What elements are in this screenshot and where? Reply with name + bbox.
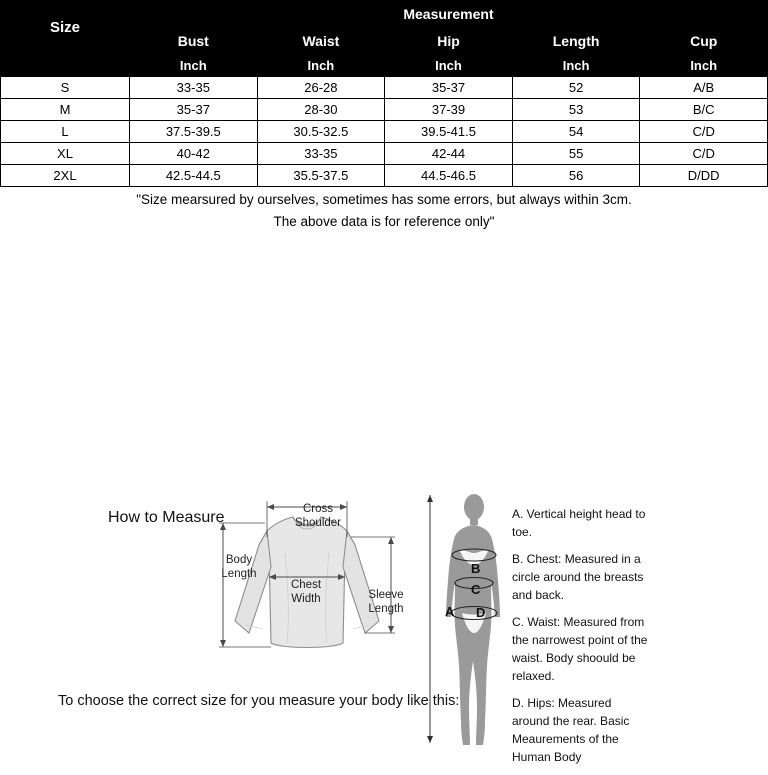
row-hip: 35-37 <box>385 77 513 99</box>
unit-bust: Inch <box>130 55 258 77</box>
row-length: 52 <box>512 77 640 99</box>
row-hip: 44.5-46.5 <box>385 165 513 187</box>
label-sleeve-length: Sleeve Length <box>368 589 404 615</box>
legend-item-a: A. Vertical height head to toe. <box>512 507 646 540</box>
row-size: XL <box>1 143 130 165</box>
row-waist: 30.5-32.5 <box>257 121 385 143</box>
body-figure-icon <box>424 489 524 749</box>
row-waist: 28-30 <box>257 99 385 121</box>
row-hip: 37-39 <box>385 99 513 121</box>
header-size: Size <box>1 1 130 55</box>
row-waist: 26-28 <box>257 77 385 99</box>
table-note-line-1: "Size mearsured by ourselves, sometimes has some errors, but always within 3cm. <box>136 192 632 207</box>
legend-item-b: B. Chest: Measured in a circle around the breasts and back. <box>512 552 644 603</box>
unit-cup: Inch <box>640 55 768 77</box>
legend-item-d: D. Hips: Measured around the rear. Basic Meaurements of the Human Body <box>512 696 630 765</box>
label-letter-d: D <box>476 605 486 621</box>
row-length: 55 <box>512 143 640 165</box>
table-row <box>1 165 768 187</box>
legend-item-c: C. Waist: Measured from the narrowest point of the waist. Body shoould be relaxed. <box>512 615 648 684</box>
row-bust: 33-35 <box>130 77 258 99</box>
row-length: 56 <box>512 165 640 187</box>
row-cup: A/B <box>640 77 768 99</box>
unit-hip: Inch <box>385 55 513 77</box>
table-row <box>1 121 768 143</box>
how-to-measure-panel <box>0 231 768 765</box>
header-measurement: Measurement <box>130 1 768 28</box>
label-cross-shoulder: Cross Shoulder <box>294 503 342 529</box>
row-waist: 33-35 <box>257 143 385 165</box>
row-length: 54 <box>512 121 640 143</box>
header-cup: Cup <box>640 28 768 55</box>
label-chest-width: Chest Width <box>290 579 322 605</box>
header-bust: Bust <box>130 28 258 55</box>
row-bust: 40-42 <box>130 143 258 165</box>
table-header-row-1 <box>1 1 768 28</box>
header-waist: Waist <box>257 28 385 55</box>
row-length: 53 <box>512 99 640 121</box>
table-row <box>1 77 768 99</box>
unit-waist: Inch <box>257 55 385 77</box>
row-bust: 35-37 <box>130 99 258 121</box>
row-size: L <box>1 121 130 143</box>
label-letter-c: C <box>471 582 481 598</box>
row-size: 2XL <box>1 165 130 187</box>
unit-length: Inch <box>512 55 640 77</box>
choose-size-instruction: To choose the correct size for you measure your body like this: <box>58 693 460 710</box>
label-letter-b: B <box>471 561 481 577</box>
row-bust: 37.5-39.5 <box>130 121 258 143</box>
row-size: S <box>1 77 130 99</box>
row-size: M <box>1 99 130 121</box>
row-waist: 35.5-37.5 <box>257 165 385 187</box>
row-cup: D/DD <box>640 165 768 187</box>
row-cup: B/C <box>640 99 768 121</box>
row-cup: C/D <box>640 143 768 165</box>
table-row <box>1 143 768 165</box>
how-to-measure-title: How to Measure <box>108 509 225 527</box>
row-hip: 39.5-41.5 <box>385 121 513 143</box>
header-hip: Hip <box>385 28 513 55</box>
row-bust: 42.5-44.5 <box>130 165 258 187</box>
size-chart-table <box>0 0 768 187</box>
table-note-line-2: The above data is for reference only" <box>273 214 495 230</box>
table-unit-row <box>1 55 768 77</box>
row-hip: 42-44 <box>385 143 513 165</box>
table-row <box>1 99 768 121</box>
row-cup: C/D <box>640 121 768 143</box>
label-body-length: Body Length <box>221 554 257 580</box>
label-letter-a: A <box>445 604 455 620</box>
measurement-legend <box>512 505 652 775</box>
unit-size-blank <box>1 55 130 77</box>
header-length: Length <box>512 28 640 55</box>
